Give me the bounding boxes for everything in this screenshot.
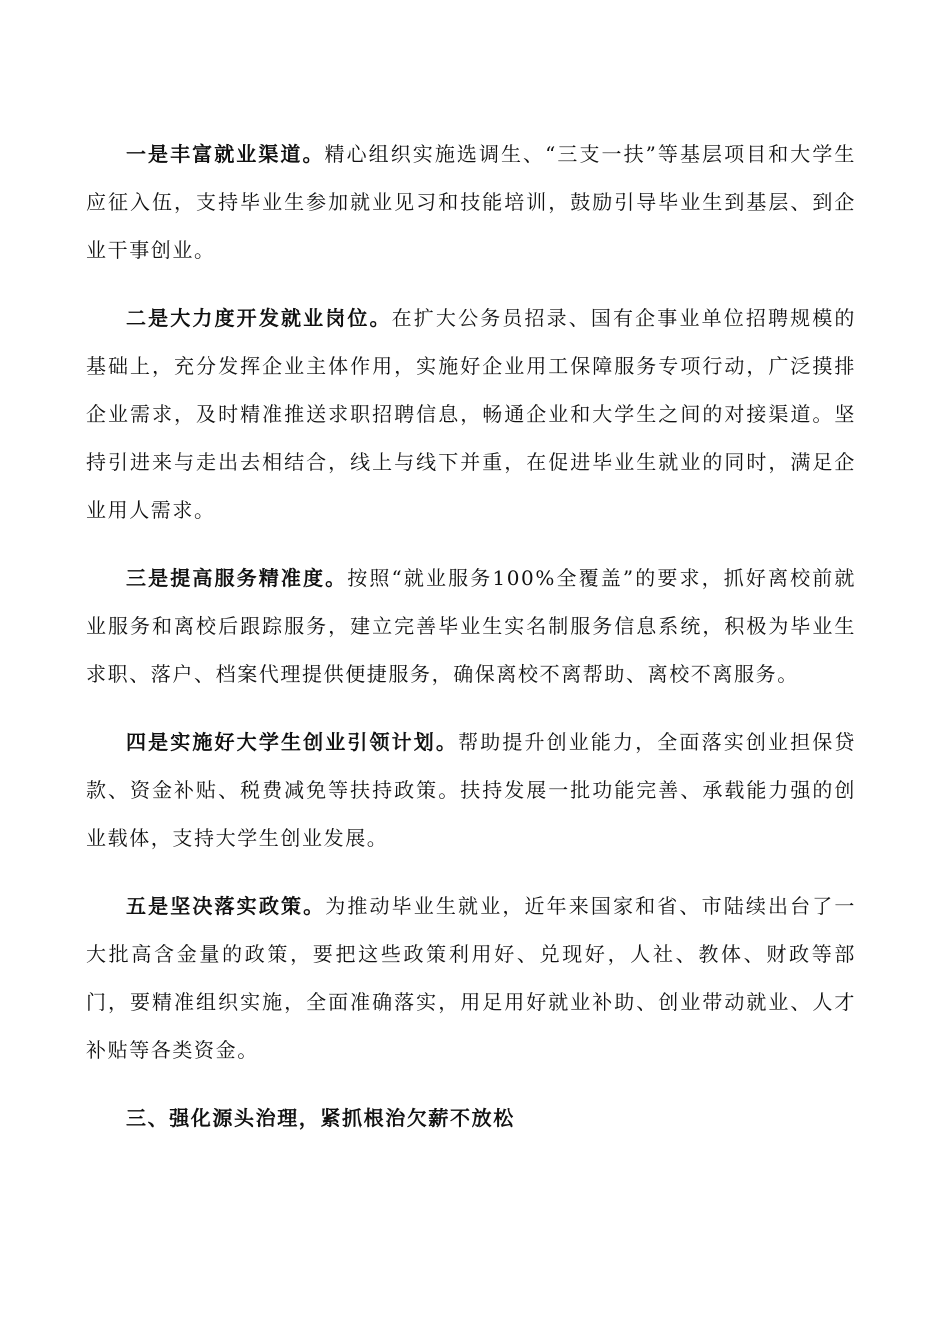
paragraph-lead: 四是实施好大学生创业引领计划。 bbox=[126, 730, 459, 754]
paragraph-rich-employment-channels bbox=[86, 130, 856, 274]
paragraph-text: 为推动毕业生就业，近年来国家和省、市陆续出台了一大批高含金量的政策，要把这些政策利用好、兑现好，人社、教体、财政等部门，要精准组织实施，全面准确落实，用足用好就业补助、创业带动就业、人才补贴等各类资金。 bbox=[86, 894, 856, 1062]
paragraph-text: 精心组织实施选调生、“三支一扶”等基层项目和大学生应征入伍，支持毕业生参加就业见习和技能培训，鼓励引导毕业生到基层、到企业干事创业。 bbox=[86, 142, 856, 262]
paragraph-entrepreneurship-plan bbox=[86, 718, 856, 862]
document-body bbox=[86, 130, 856, 1142]
paragraph-lead: 三是提高服务精准度。 bbox=[126, 566, 348, 590]
paragraph-lead: 一是丰富就业渠道。 bbox=[126, 142, 325, 166]
paragraph-lead: 五是坚决落实政策。 bbox=[126, 894, 326, 918]
paragraph-develop-job-positions bbox=[86, 294, 856, 534]
paragraph-text: 在扩大公务员招录、国有企事业单位招聘规模的基础上，充分发挥企业主体作用，实施好企业用工保障服务专项行动，广泛摸排企业需求，及时精准推送求职招聘信息，畅通企业和大学生之间的对接渠道。坚持引进来与走出去相结合，线上与线下并重，在促进毕业生就业的同时，满足企业用人需求。 bbox=[86, 306, 856, 522]
section-heading: 三、强化源头治理，紧抓根治欠薪不放松 bbox=[126, 1106, 515, 1130]
paragraph-text: 帮助提升创业能力，全面落实创业担保贷款、资金补贴、税费减免等扶持政策。扶持发展一批功能完善、承载能力强的创业载体，支持大学生创业发展。 bbox=[86, 730, 856, 850]
paragraph-service-precision bbox=[86, 554, 856, 698]
paragraph-implement-policies bbox=[86, 882, 856, 1074]
paragraph-lead: 二是大力度开发就业岗位。 bbox=[126, 306, 392, 330]
paragraph-text: 按照“就业服务100%全覆盖”的要求，抓好离校前就业服务和离校后跟踪服务，建立完善毕业生实名制服务信息系统，积极为毕业生求职、落户、档案代理提供便捷服务，确保离校不离帮助、离校不离服务。 bbox=[86, 566, 856, 686]
